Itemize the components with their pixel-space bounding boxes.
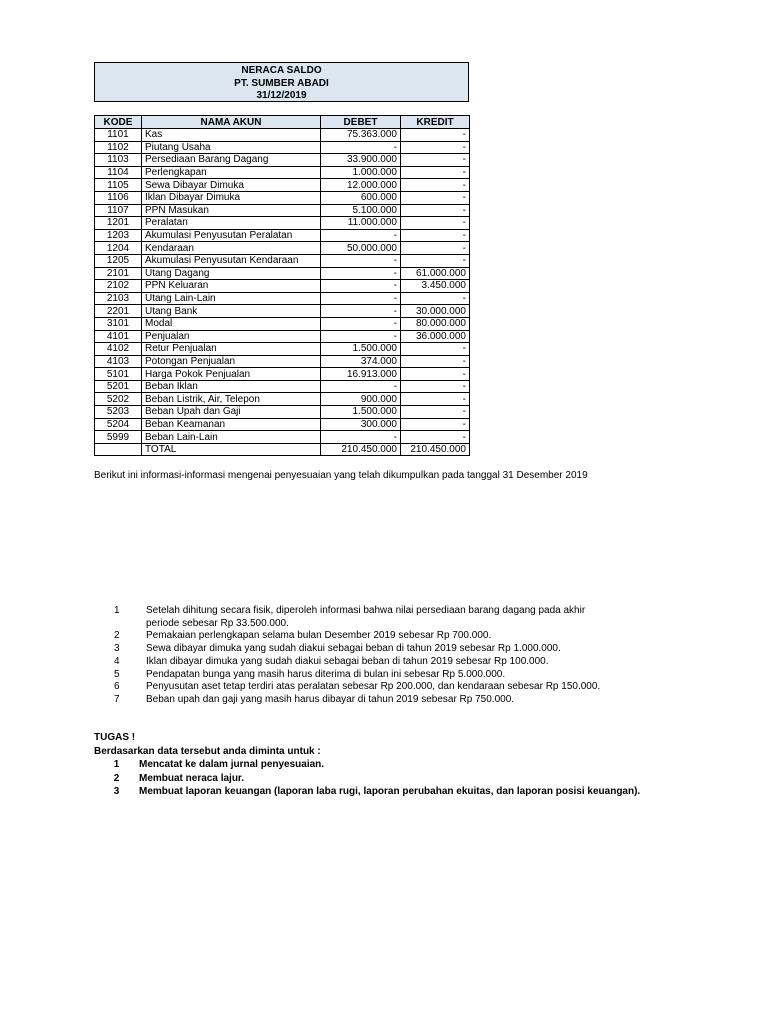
cell-kredit: 36.000.000 <box>401 330 470 343</box>
table-row <box>95 368 470 381</box>
adjustment-line: Setelah dihitung secara fisik, diperoleh informasi bahwa nilai persediaan barang dagang pada akhir <box>146 605 586 616</box>
table-row <box>95 418 470 431</box>
adjustment-line: Beban upah dan gaji yang masih harus dibayar di tahun 2019 sebesar Rp 750.000. <box>146 693 515 705</box>
cell-debet: 5.100.000 <box>321 204 401 217</box>
table-row <box>95 317 470 330</box>
table-row <box>95 330 470 343</box>
adjustment-number: 3 <box>114 643 120 655</box>
adjustment-text <box>146 694 668 707</box>
cell-debet: 12.000.000 <box>321 179 401 192</box>
task-number: 2 <box>113 772 120 784</box>
cell-debet: 50.000.000 <box>321 242 401 255</box>
column-header-nama-akun: NAMA AKUN <box>142 116 321 129</box>
table-row <box>95 406 470 419</box>
adjustment-item <box>108 605 668 630</box>
cell-kredit: - <box>401 229 470 242</box>
task-text: Membuat laporan keuangan (laporan laba rugi, laporan perubahan ekuitas, dan laporan posisi keuangan). <box>139 786 641 797</box>
cell-kredit: - <box>401 368 470 381</box>
task-text: Mencatat ke dalam jurnal penyesuaian. <box>139 759 325 770</box>
adjustment-item <box>108 630 668 643</box>
table-row <box>95 166 470 179</box>
cell-nama: TOTAL <box>142 443 321 456</box>
cell-kredit: - <box>401 431 470 444</box>
table-row <box>95 343 470 356</box>
cell-kredit: - <box>401 154 470 167</box>
cell-kode: 5202 <box>95 393 142 406</box>
adjustment-list <box>108 605 668 707</box>
cell-debet: - <box>321 267 401 280</box>
cell-nama: Kendaraan <box>142 242 321 255</box>
task-item <box>94 758 640 772</box>
cell-kode: 1107 <box>95 204 142 217</box>
column-header-kode: KODE <box>95 116 142 129</box>
cell-debet: 16.913.000 <box>321 368 401 381</box>
table-row <box>95 217 470 230</box>
task-text: Membuat neraca lajur. <box>139 772 245 784</box>
cell-kode: 1104 <box>95 166 142 179</box>
cell-kode <box>95 443 142 456</box>
adjustment-line: periode sebesar Rp 33.500.000. <box>146 617 289 629</box>
cell-debet: 900.000 <box>321 393 401 406</box>
table-row <box>95 154 470 167</box>
table-row <box>95 431 470 444</box>
cell-kredit: - <box>401 254 470 267</box>
cell-kredit: - <box>401 141 470 154</box>
cell-kredit: 30.000.000 <box>401 305 470 318</box>
cell-kredit: - <box>401 166 470 179</box>
table-row <box>95 280 470 293</box>
table-total-row <box>95 443 470 456</box>
cell-nama: Utang Bank <box>142 305 321 318</box>
table-row <box>95 292 470 305</box>
cell-kredit: - <box>401 343 470 356</box>
task-intro: Berdasarkan data tersebut anda diminta untuk : <box>94 745 321 757</box>
table-row <box>95 355 470 368</box>
cell-nama: Retur Penjualan <box>142 343 321 356</box>
cell-nama: Sewa Dibayar Dimuka <box>142 179 321 192</box>
cell-kode: 2103 <box>95 292 142 305</box>
cell-nama: Piutang Usaha <box>142 141 321 154</box>
adjustment-text <box>146 681 668 694</box>
cell-kredit: - <box>401 355 470 368</box>
cell-debet: 210.450.000 <box>321 443 401 456</box>
cell-kode: 3101 <box>95 317 142 330</box>
adjustment-number: 6 <box>114 681 120 693</box>
cell-debet: - <box>321 292 401 305</box>
cell-debet: - <box>321 330 401 343</box>
table-row <box>95 141 470 154</box>
cell-debet: 11.000.000 <box>321 217 401 230</box>
cell-nama: Beban Keamanan <box>142 418 321 431</box>
table-body <box>95 129 470 456</box>
task-heading: TUGAS ! <box>94 732 136 743</box>
cell-kode: 1205 <box>95 254 142 267</box>
cell-debet: 300.000 <box>321 418 401 431</box>
adjustment-text <box>146 669 668 682</box>
table-row <box>95 204 470 217</box>
cell-kode: 2101 <box>95 267 142 280</box>
adjustment-line: Iklan dibayar dimuka yang sudah diakui sebagai beban di tahun 2019 sebesar Rp 100.000. <box>146 655 549 667</box>
cell-kode: 1103 <box>95 154 142 167</box>
column-header-debet: DEBET <box>321 116 401 129</box>
cell-kode: 1203 <box>95 229 142 242</box>
adjustment-line: Sewa dibayar dimuka yang sudah diakui sebagai beban di tahun 2019 sebesar Rp 1.000.000. <box>146 643 561 655</box>
task-list <box>94 758 640 799</box>
column-header-kredit: KREDIT <box>401 116 470 129</box>
cell-debet: 600.000 <box>321 191 401 204</box>
table-row <box>95 380 470 393</box>
cell-nama: Beban Upah dan Gaji <box>142 406 321 419</box>
cell-kredit: - <box>401 129 470 142</box>
table-row <box>95 393 470 406</box>
cell-debet: 1.500.000 <box>321 343 401 356</box>
cell-debet: - <box>321 380 401 393</box>
cell-kode: 5101 <box>95 368 142 381</box>
cell-kredit: - <box>401 179 470 192</box>
cell-kredit: - <box>401 204 470 217</box>
cell-debet: 33.900.000 <box>321 154 401 167</box>
cell-nama: Modal <box>142 317 321 330</box>
cell-nama: Beban Lain-Lain <box>142 431 321 444</box>
trial-balance-header <box>94 62 469 102</box>
cell-nama: Penjualan <box>142 330 321 343</box>
cell-kredit: - <box>401 242 470 255</box>
adjustment-text <box>146 656 668 669</box>
cell-nama: Iklan Dibayar Dimuka <box>142 191 321 204</box>
cell-kode: 1105 <box>95 179 142 192</box>
cell-kredit: - <box>401 380 470 393</box>
cell-debet: - <box>321 229 401 242</box>
header-company: PT. SUMBER ABADI <box>234 77 329 89</box>
cell-nama: Beban Listrik, Air, Telepon <box>142 393 321 406</box>
adjustment-line: Pendapatan bunga yang masih harus diterima di bulan ini sebesar Rp 5.000.000. <box>146 668 506 680</box>
cell-kode: 5204 <box>95 418 142 431</box>
adjustment-line: Penyusutan aset tetap terdiri atas peralatan sebesar Rp 200.000, dan kendaraan sebesar Rp 150.000. <box>146 681 601 693</box>
cell-debet: 1.500.000 <box>321 406 401 419</box>
adjustment-number: 5 <box>114 668 120 680</box>
cell-kode: 5201 <box>95 380 142 393</box>
adjustment-number: 2 <box>114 630 120 642</box>
cell-kode: 5203 <box>95 406 142 419</box>
cell-nama: Utang Dagang <box>142 267 321 280</box>
cell-nama: Beban Iklan <box>142 380 321 393</box>
cell-kode: 1201 <box>95 217 142 230</box>
cell-kode: 2201 <box>95 305 142 318</box>
table-row <box>95 129 470 142</box>
cell-kode: 1101 <box>95 129 142 142</box>
cell-kode: 1102 <box>95 141 142 154</box>
table-header-row <box>95 116 470 129</box>
cell-nama: Harga Pokok Penjualan <box>142 368 321 381</box>
adjustment-text <box>146 643 668 656</box>
cell-kredit: 80.000.000 <box>401 317 470 330</box>
table-row <box>95 305 470 318</box>
cell-nama: Potongan Penjualan <box>142 355 321 368</box>
cell-kredit: 61.000.000 <box>401 267 470 280</box>
table-row <box>95 191 470 204</box>
cell-nama: Kas <box>142 129 321 142</box>
task-item <box>94 785 640 799</box>
adjustment-item <box>108 643 668 656</box>
adjustment-text <box>146 605 668 630</box>
cell-kode: 4101 <box>95 330 142 343</box>
adjustment-item <box>108 669 668 682</box>
cell-nama: Perlengkapan <box>142 166 321 179</box>
task-number: 3 <box>113 786 120 797</box>
header-title: NERACA SALDO <box>241 65 322 76</box>
cell-debet: - <box>321 141 401 154</box>
table-row <box>95 179 470 192</box>
cell-nama: Peralatan <box>142 217 321 230</box>
cell-kredit: 3.450.000 <box>401 280 470 293</box>
cell-kode: 4103 <box>95 355 142 368</box>
cell-kredit: - <box>401 292 470 305</box>
cell-kode: 1204 <box>95 242 142 255</box>
adjustment-number: 4 <box>114 655 120 667</box>
cell-debet: - <box>321 305 401 318</box>
table-row <box>95 267 470 280</box>
adjustment-text <box>146 630 668 643</box>
cell-kredit: - <box>401 217 470 230</box>
table-row <box>95 254 470 267</box>
cell-nama: Akumulasi Penyusutan Kendaraan <box>142 254 321 267</box>
adjustment-number: 1 <box>114 605 120 616</box>
cell-nama: PPN Keluaran <box>142 280 321 293</box>
cell-nama: Utang Lain-Lain <box>142 292 321 305</box>
cell-debet: 75.363.000 <box>321 129 401 142</box>
cell-nama: PPN Masukan <box>142 204 321 217</box>
cell-kode: 1106 <box>95 191 142 204</box>
cell-kredit: - <box>401 406 470 419</box>
cell-nama: Akumulasi Penyusutan Peralatan <box>142 229 321 242</box>
cell-kode: 4102 <box>95 343 142 356</box>
adjustment-number: 7 <box>114 693 120 705</box>
cell-kode: 2102 <box>95 280 142 293</box>
task-item <box>94 772 640 786</box>
adjustment-item <box>108 681 668 694</box>
cell-kredit: - <box>401 393 470 406</box>
cell-kredit: 210.450.000 <box>401 443 470 456</box>
cell-debet: - <box>321 254 401 267</box>
adjustment-item <box>108 656 668 669</box>
cell-debet: - <box>321 317 401 330</box>
cell-nama: Persediaan Barang Dagang <box>142 154 321 167</box>
cell-debet: 1.000.000 <box>321 166 401 179</box>
cell-kredit: - <box>401 191 470 204</box>
trial-balance-table <box>94 115 470 456</box>
cell-debet: - <box>321 431 401 444</box>
task-section <box>94 731 640 799</box>
cell-kredit: - <box>401 418 470 431</box>
cell-debet: - <box>321 280 401 293</box>
task-number: 1 <box>113 759 120 770</box>
adjustment-line: Pemakaian perlengkapan selama bulan Desember 2019 sebesar Rp 700.000. <box>146 630 492 642</box>
cell-debet: 374.000 <box>321 355 401 368</box>
cell-kode: 5999 <box>95 431 142 444</box>
intro-text: Berikut ini informasi-informasi mengenai penyesuaian yang telah dikumpulkan pada tanggal 31 Desember 2019 <box>94 470 588 481</box>
header-date: 31/12/2019 <box>256 90 307 101</box>
adjustment-item <box>108 694 668 707</box>
table-row <box>95 229 470 242</box>
table-row <box>95 242 470 255</box>
